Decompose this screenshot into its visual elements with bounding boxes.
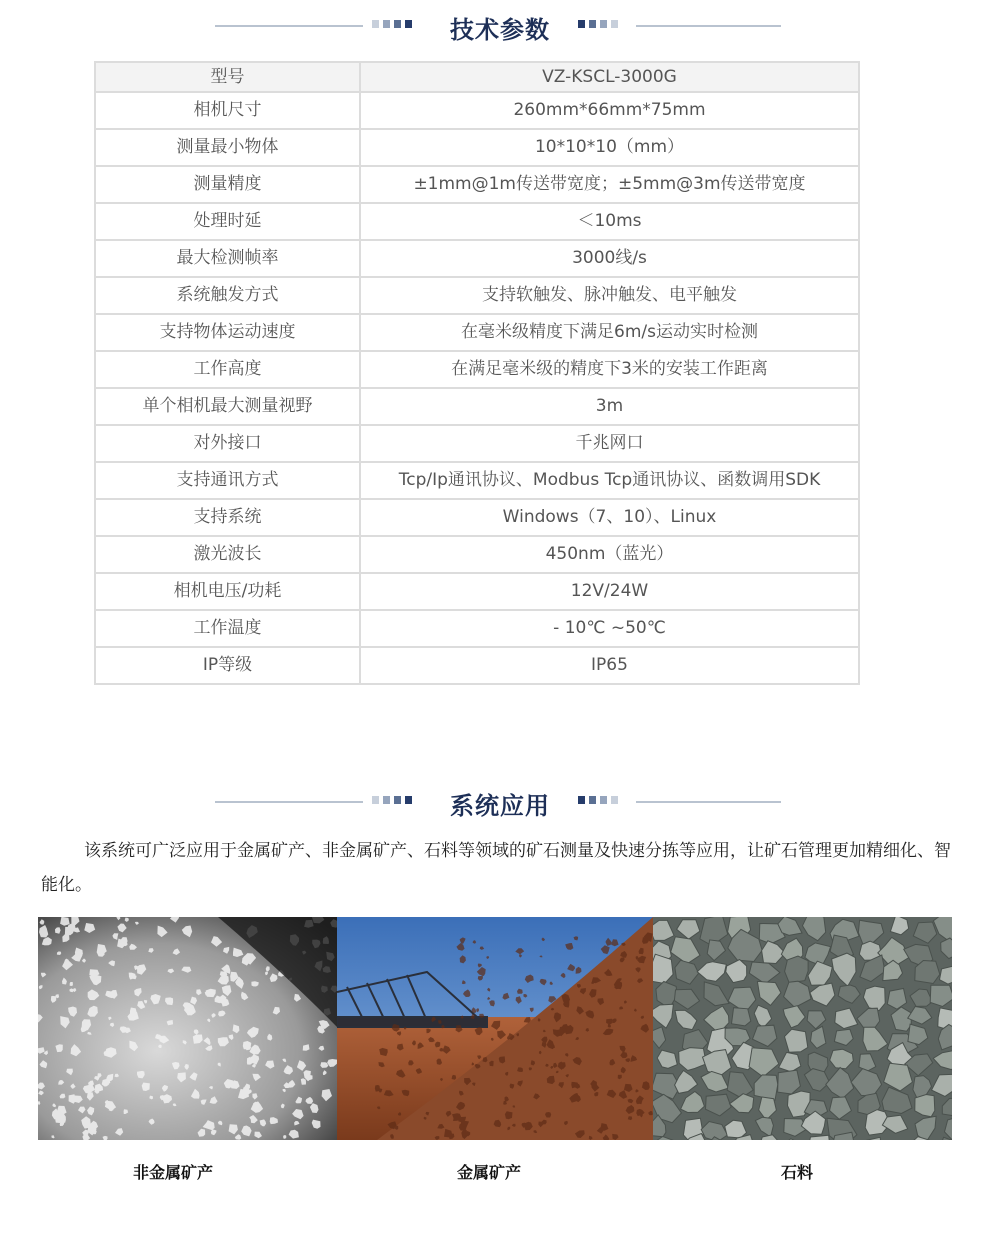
- spec-label: 系统触发方式: [95, 277, 360, 314]
- spec-value: 12V/24W: [360, 573, 859, 610]
- spec-row: [95, 573, 859, 610]
- spec-label: 对外接口: [95, 425, 360, 462]
- spec-table-body: [95, 62, 859, 684]
- spec-label: 工作温度: [95, 610, 360, 647]
- spec-row: [95, 351, 859, 388]
- spec-value: Tcp/Ip通讯协议、Modbus Tcp通讯协议、函数调用SDK: [360, 462, 859, 499]
- spec-table: [94, 61, 860, 685]
- spec-value: - 10℃ ~50℃: [360, 610, 859, 647]
- spec-value: Windows（7、10）、Linux: [360, 499, 859, 536]
- spec-label: 测量精度: [95, 166, 360, 203]
- spec-label: 支持物体运动速度: [95, 314, 360, 351]
- non-metal-ore-image: [38, 917, 337, 1140]
- spec-value: 10*10*10（mm）: [360, 129, 859, 166]
- spec-value: 450nm（蓝光）: [360, 536, 859, 573]
- spec-value: ＜10ms: [360, 203, 859, 240]
- spec-row: [95, 314, 859, 351]
- spec-row: [95, 647, 859, 684]
- spec-value: VZ-KSCL-3000G: [360, 62, 859, 92]
- spec-label: 单个相机最大测量视野: [95, 388, 360, 425]
- spec-label: 型号: [95, 62, 360, 92]
- spec-value: 3000线/s: [360, 240, 859, 277]
- spec-row: [95, 166, 859, 203]
- metal-ore-caption: 金属矿产: [456, 1163, 521, 1182]
- spec-value: 在满足毫米级的精度下3米的安装工作距离: [360, 351, 859, 388]
- header-decor-left: [372, 20, 412, 30]
- metal-ore-image: [337, 917, 653, 1140]
- spec-label: 最大检测帧率: [95, 240, 360, 277]
- spec-label: 相机电压/功耗: [95, 573, 360, 610]
- header-divider-right: [636, 25, 781, 27]
- spec-row: [95, 129, 859, 166]
- app-section-header: [0, 782, 1000, 822]
- spec-label: 支持系统: [95, 499, 360, 536]
- spec-value: IP65: [360, 647, 859, 684]
- spec-row: [95, 462, 859, 499]
- spec-section-title: 技术参数: [450, 16, 550, 44]
- header-decor-right: [578, 20, 618, 30]
- spec-value: 在毫米级精度下满足6m/s运动实时检测: [360, 314, 859, 351]
- spec-row: [95, 62, 859, 92]
- stone-image: [653, 917, 952, 1140]
- spec-label: 激光波长: [95, 536, 360, 573]
- spec-value: 千兆网口: [360, 425, 859, 462]
- spec-label: 工作高度: [95, 351, 360, 388]
- header-divider-right: [636, 801, 781, 803]
- spec-row: [95, 425, 859, 462]
- spec-row: [95, 203, 859, 240]
- app-description: 该系统可广泛应用于金属矿产、非金属矿产、石料等领域的矿石测量及快速分拣等应用，让矿石管理更加精细化、智能化。: [41, 841, 951, 895]
- spec-row: [95, 499, 859, 536]
- spec-label: IP等级: [95, 647, 360, 684]
- spec-row: [95, 610, 859, 647]
- stone-caption: 石料: [780, 1163, 813, 1182]
- header-decor-left: [372, 796, 412, 806]
- non-metal-ore-caption: 非金属矿产: [132, 1163, 213, 1182]
- spec-value: 3m: [360, 388, 859, 425]
- spec-value: ±1mm@1m传送带宽度；±5mm@3m传送带宽度: [360, 166, 859, 203]
- header-divider-left: [215, 801, 363, 803]
- spec-section-header: [0, 6, 1000, 46]
- header-decor-right: [578, 796, 618, 806]
- spec-label: 处理时延: [95, 203, 360, 240]
- spec-label: 支持通讯方式: [95, 462, 360, 499]
- header-divider-left: [215, 25, 363, 27]
- app-section-title: 系统应用: [450, 792, 550, 820]
- spec-label: 相机尺寸: [95, 92, 360, 129]
- spec-value: 260mm*66mm*75mm: [360, 92, 859, 129]
- spec-row: [95, 388, 859, 425]
- spec-row: [95, 277, 859, 314]
- spec-row: [95, 240, 859, 277]
- spec-value: 支持软触发、脉冲触发、电平触发: [360, 277, 859, 314]
- spec-row: [95, 92, 859, 129]
- spec-label: 测量最小物体: [95, 129, 360, 166]
- spec-row: [95, 536, 859, 573]
